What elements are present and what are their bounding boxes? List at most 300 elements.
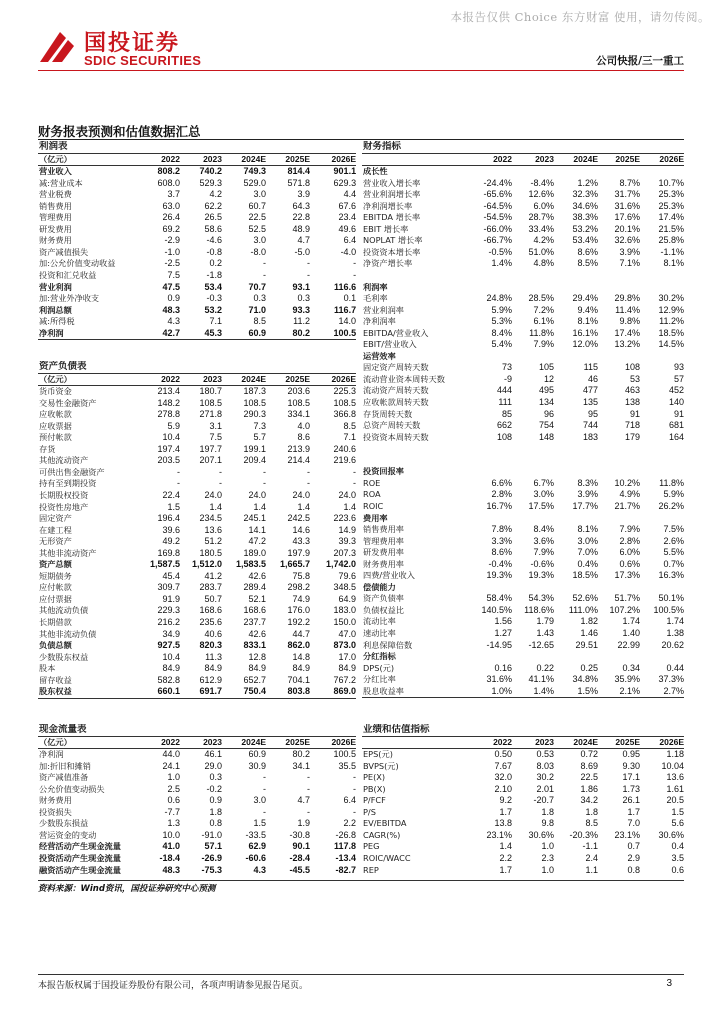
row-label: BVPS(元) <box>363 760 399 771</box>
table-row <box>38 818 356 830</box>
cell-value: 681 <box>668 420 685 431</box>
cell-value <box>554 443 598 455</box>
table-row <box>38 675 356 687</box>
cell-value: 29.8% <box>614 293 640 304</box>
row-label: 股息收益率 <box>362 686 470 698</box>
cell-value: 28.5% <box>528 293 554 304</box>
cell-value: 22.99 <box>617 639 640 650</box>
cell-value: 138 <box>624 397 640 408</box>
table-title: 资产负债表 <box>39 361 87 372</box>
cell-value: 32.0 <box>494 772 512 783</box>
table-row <box>362 772 684 784</box>
cell-value: 1.56 <box>494 616 512 627</box>
cell-value: 4.2% <box>533 235 554 246</box>
table-row <box>362 807 684 819</box>
cell-value: -0.6% <box>530 558 554 569</box>
cell-value: 8.4% <box>533 524 554 535</box>
cell-value: 37.3% <box>658 674 685 685</box>
cell-value: 58.4% <box>486 593 512 604</box>
table-row <box>38 548 356 560</box>
cell-value: 7.5 <box>209 432 222 443</box>
cell-value: 30.2 <box>536 772 554 783</box>
cell-value: 0.4 <box>671 841 685 852</box>
cell-value: 571.8 <box>287 177 310 188</box>
row-label: NOPLAT 增长率 <box>363 235 423 246</box>
header-year: 2025E <box>266 736 310 749</box>
cell-value <box>470 466 512 478</box>
source-note: 资料来源：Wind资讯，国投证券研究中心预测 <box>38 884 216 894</box>
cell-value: 24.8% <box>486 293 512 304</box>
header-year: 2026E <box>640 736 684 749</box>
cell-value: 10.0 <box>162 829 180 840</box>
table-row <box>362 189 684 201</box>
cell-value <box>598 443 640 455</box>
cell-value: 58.6 <box>204 223 222 234</box>
table-row <box>38 282 356 294</box>
row-label: 存货周转天数 <box>363 408 413 419</box>
row-label: EPS(元) <box>363 749 393 760</box>
table-row <box>38 502 356 514</box>
cell-value: 808.2 <box>157 166 180 177</box>
cell-value: 168.6 <box>199 605 222 616</box>
cell-value: 290.3 <box>243 409 266 420</box>
table-row <box>362 784 684 796</box>
cell-value: 3.9 <box>297 189 310 200</box>
cell-value: 0.9 <box>209 795 222 806</box>
row-label: 少数股东权益 <box>39 651 89 662</box>
cell-value: 12.9% <box>658 304 685 315</box>
cell-value: 1.2% <box>577 177 598 188</box>
cell-value: 1.8 <box>209 806 222 817</box>
cell-value: 214.4 <box>287 455 310 466</box>
table-row <box>38 235 356 247</box>
cell-value: - <box>307 258 310 269</box>
report-category: 公司快报/三一重工 <box>596 55 684 67</box>
cell-value <box>598 166 640 178</box>
cell-value: 44.0 <box>162 749 180 760</box>
table-row <box>362 420 684 432</box>
header-year: 2023 <box>180 153 222 166</box>
cell-value: 41.1% <box>528 674 554 685</box>
cell-value: 52.1 <box>248 593 266 604</box>
cell-value: 5.4% <box>491 339 512 350</box>
header-year: 2022 <box>470 153 512 166</box>
cell-value: 187.3 <box>243 386 266 397</box>
table-row <box>362 524 684 536</box>
cell-value: 46.1 <box>204 749 222 760</box>
cell-value: 0.6 <box>167 795 180 806</box>
cell-value: 8.5 <box>343 420 357 431</box>
cell-value: 192.2 <box>287 617 310 628</box>
cell-value: -26.8 <box>335 829 357 840</box>
logo <box>38 26 248 70</box>
cell-value: 5.5% <box>663 547 685 558</box>
cell-value: 582.8 <box>157 674 180 685</box>
row-label: 投资性房地产 <box>39 501 89 512</box>
cell-value: 7.1 <box>209 316 222 327</box>
cell-value: 42.7 <box>138 328 180 340</box>
cell-value: 197.7 <box>199 443 222 454</box>
cell-value: 30.2% <box>658 293 685 304</box>
cell-value: 57.1 <box>204 841 222 852</box>
cell-value: 298.2 <box>287 582 310 593</box>
cell-value: 30.9 <box>248 760 266 771</box>
cell-value: 140 <box>668 397 685 408</box>
cell-value: -5.0 <box>294 246 310 257</box>
cell-value: 11.8% <box>529 327 554 338</box>
cell-value: 60.9 <box>248 749 266 760</box>
row-label: 少数股东损益 <box>39 818 89 829</box>
row-label: 资产总额 <box>39 559 72 570</box>
cell-value: 16.3% <box>658 570 685 581</box>
cell-value: -45.5 <box>289 864 310 875</box>
cell-value: 8.1% <box>663 258 685 269</box>
table-row <box>38 455 356 467</box>
cell-value: 237.7 <box>243 617 266 628</box>
row-label: 营业利润 <box>39 281 72 292</box>
income-statement-table <box>38 141 356 340</box>
cell-value: - <box>353 783 357 794</box>
cell-value: 0.1 <box>343 293 357 304</box>
cell-value: 1.7 <box>499 864 512 875</box>
row-label: 加:公允价值变动收益 <box>39 258 116 269</box>
table-row <box>38 807 356 819</box>
row-label <box>362 443 470 455</box>
cell-value: 25.3% <box>658 200 685 211</box>
cell-value: 24.1 <box>162 760 180 771</box>
header-year: 2022 <box>138 373 180 386</box>
row-label: 管理费用率 <box>363 535 404 546</box>
row-label: 研发费用 <box>39 223 72 234</box>
cell-value: -2.9 <box>164 235 180 246</box>
table-row <box>38 525 356 537</box>
table-row <box>362 686 684 698</box>
table-row <box>38 536 356 548</box>
cell-value: 2.01 <box>536 783 554 794</box>
table-row <box>38 513 356 525</box>
logo-cn-text: 国投证券 <box>84 31 181 56</box>
cell-value: 57 <box>674 373 685 384</box>
row-label: EBIT/营业收入 <box>363 339 417 350</box>
cell-value: 0.95 <box>622 749 640 760</box>
row-label: ROA <box>363 489 381 500</box>
cell-value: 7.9% <box>533 547 554 558</box>
cell-value <box>512 513 554 525</box>
cell-value: 833.1 <box>243 640 266 651</box>
cell-value: -18.4 <box>159 853 180 864</box>
cell-value: 7.2% <box>533 304 554 315</box>
cell-value: 60.7 <box>248 200 266 211</box>
row-label: 财务费用 <box>39 795 72 806</box>
table-row <box>362 513 684 525</box>
table-row <box>362 830 684 842</box>
table-row <box>38 772 356 784</box>
cell-value: 740.2 <box>199 166 222 177</box>
row-label: 交易性金融资产 <box>39 397 97 408</box>
header-year: 2022 <box>138 153 180 166</box>
row-label: 偿债能力 <box>363 581 396 592</box>
row-label: EBITDA 增长率 <box>363 212 421 223</box>
row-label: 净利润率 <box>363 316 396 327</box>
page-number: 3 <box>666 978 672 989</box>
cell-value: 9.8% <box>619 316 640 327</box>
table-row <box>38 582 356 594</box>
cell-value: -20.3% <box>569 829 598 840</box>
cell-value: 283.7 <box>199 582 222 593</box>
cell-value: 334.1 <box>287 409 310 420</box>
cell-value: 3.6% <box>533 535 554 546</box>
cell-value: 29.4% <box>572 293 598 304</box>
row-label: 应收票据 <box>39 420 72 431</box>
table-row <box>38 270 356 282</box>
cell-value: - <box>307 466 310 477</box>
cell-value: 199.1 <box>243 443 266 454</box>
table-row <box>38 841 356 853</box>
table-row <box>362 582 684 594</box>
cell-value: 4.8% <box>533 258 554 269</box>
cell-value: 2.2 <box>499 853 512 864</box>
table-row <box>38 749 356 761</box>
row-label: P/S <box>363 806 376 817</box>
table-row <box>38 247 356 259</box>
cell-value: 84.9 <box>292 663 310 674</box>
row-label: 减:所得税 <box>39 316 75 327</box>
cell-value: -60.6 <box>245 853 266 864</box>
cell-value: 30.6% <box>658 829 685 840</box>
header-year: 2026E <box>310 736 356 749</box>
table-row <box>362 616 684 628</box>
cell-value: 1.73 <box>622 783 640 794</box>
cell-value: 612.9 <box>199 674 222 685</box>
cell-value: 29.51 <box>575 639 598 650</box>
table-row <box>38 293 356 305</box>
row-label: 其他非流动负债 <box>39 628 97 639</box>
cell-value: 183.0 <box>333 605 357 616</box>
cell-value: 84.9 <box>338 663 357 674</box>
cell-value: 20.5 <box>666 795 685 806</box>
cell-value: 1.1 <box>585 864 598 875</box>
cell-value: 0.8 <box>627 864 640 875</box>
cell-value: 1.8 <box>585 806 598 817</box>
cell-value <box>512 166 554 178</box>
cell-value: 32.3% <box>572 189 598 200</box>
table-row <box>362 841 684 853</box>
cell-value: 1.86 <box>580 783 598 794</box>
cell-value <box>470 582 512 594</box>
cell-value: - <box>353 806 357 817</box>
cell-value <box>640 466 684 478</box>
table-row <box>38 432 356 444</box>
cell-value: 108 <box>496 431 512 442</box>
cell-value: 84.9 <box>162 663 180 674</box>
table-row <box>38 795 356 807</box>
cell-value: 14.9 <box>338 524 357 535</box>
cell-value: 180.7 <box>199 386 222 397</box>
cell-value: 1.0 <box>541 841 554 852</box>
table-row <box>38 467 356 479</box>
table-row <box>38 478 356 490</box>
row-label: 存货 <box>39 443 56 454</box>
financial-indicators-table <box>362 141 684 698</box>
cell-value: 12.0% <box>572 339 598 350</box>
cell-value: 20.62 <box>661 639 685 650</box>
cell-value: 135 <box>582 397 598 408</box>
cell-value: 4.9% <box>619 489 640 500</box>
header-unit: （亿元） <box>38 373 138 386</box>
cell-value: 1,665.7 <box>279 559 310 570</box>
cell-value: 31.6% <box>614 200 640 211</box>
row-label: ROIC <box>363 500 384 511</box>
cell-value: 12.6% <box>528 189 554 200</box>
cell-value: 108.5 <box>243 397 266 408</box>
cell-value <box>598 513 640 525</box>
cell-value: 48.3 <box>162 864 180 875</box>
cell-value: 5.6 <box>671 818 685 829</box>
cell-value: 53.4 <box>204 281 222 292</box>
cell-value: 2.2 <box>343 818 357 829</box>
cell-value: 2.10 <box>494 783 512 794</box>
cell-value: 196.4 <box>157 513 180 524</box>
cell-value: 11.3 <box>205 651 222 662</box>
cell-value: 13.8 <box>494 818 512 829</box>
cell-value: 7.0 <box>627 818 640 829</box>
header-unit <box>362 153 470 166</box>
cell-value: -1.0 <box>164 246 180 257</box>
cell-value: 26.1 <box>622 795 640 806</box>
cell-value: 8.5 <box>585 818 598 829</box>
cell-value: 108 <box>624 362 640 373</box>
row-label: 流动营业资本周转天数 <box>363 373 445 384</box>
cell-value <box>640 270 684 282</box>
table-row <box>38 663 356 675</box>
row-label: 净利润 <box>39 749 64 760</box>
row-label: 利息保障倍数 <box>363 639 413 650</box>
row-label: 运营效率 <box>363 350 396 361</box>
cell-value: 1.0 <box>541 864 554 875</box>
cell-value: 1.4 <box>343 501 357 512</box>
row-label: 应收帐款周转天数 <box>363 397 429 408</box>
cell-value: 4.2 <box>209 189 222 200</box>
cell-value: 452 <box>668 385 685 396</box>
table-header-row <box>362 153 684 166</box>
cell-value <box>512 466 554 478</box>
header-year: 2026E <box>640 153 684 166</box>
cell-value: 0.25 <box>580 662 598 673</box>
table-row <box>38 305 356 317</box>
cell-value: 1.27 <box>494 627 512 638</box>
cell-value: 11.2% <box>659 316 685 327</box>
table-row <box>38 201 356 213</box>
cell-value: 2.1% <box>598 686 640 698</box>
cell-value: 12 <box>543 373 554 384</box>
cell-value: 8.69 <box>580 760 598 771</box>
cell-value: 118.6% <box>524 604 554 615</box>
row-label: 投资损失 <box>39 806 72 817</box>
cell-value: - <box>353 258 357 269</box>
cell-value: 17.4% <box>614 327 640 338</box>
cell-value: 75.8 <box>292 570 310 581</box>
cell-value: 203.5 <box>157 455 180 466</box>
row-label: 营业利润率 <box>363 304 404 315</box>
cell-value: -0.3 <box>206 293 222 304</box>
row-label: 分红比率 <box>363 674 396 685</box>
cell-value: 219.6 <box>333 455 357 466</box>
cell-value: 8.6% <box>577 246 598 257</box>
cell-value: - <box>353 478 357 489</box>
cell-value: 1.4% <box>512 686 554 698</box>
cell-value: 22.5 <box>248 212 266 223</box>
row-label: ROE <box>363 477 381 488</box>
row-label: REP <box>363 864 379 875</box>
cell-value: 1.4% <box>491 258 512 269</box>
cell-value: 35.9% <box>614 674 640 685</box>
cell-value: 3.0 <box>253 189 266 200</box>
cell-value: - <box>353 772 357 783</box>
cell-value: 6.1% <box>533 316 554 327</box>
cell-value: 7.1 <box>343 432 357 443</box>
table-row <box>362 795 684 807</box>
cell-value: 169.8 <box>157 547 180 558</box>
table-row <box>362 443 684 455</box>
table-row <box>362 351 684 363</box>
cell-value: 629.3 <box>333 177 357 188</box>
cell-value: 19.3% <box>486 570 512 581</box>
row-label: 分红指标 <box>363 651 396 662</box>
cell-value: -26.9 <box>201 853 222 864</box>
cell-value: 150.0 <box>333 617 357 628</box>
cell-value: - <box>307 772 310 783</box>
cell-value: 69.2 <box>162 223 180 234</box>
logo-mark-icon <box>38 28 78 66</box>
cell-value: 11.2 <box>293 316 310 327</box>
cell-value: 1.9 <box>297 818 310 829</box>
cell-value: 74.9 <box>292 593 310 604</box>
cell-value: 17.4% <box>658 212 685 223</box>
table-row <box>362 651 684 663</box>
table-row <box>362 305 684 317</box>
cell-value: 814.4 <box>287 166 310 177</box>
watermark-text: 本报告仅供 Choice 东方财富 使用，请勿传阅。 <box>450 10 710 24</box>
cell-value <box>598 282 640 294</box>
cell-value: 17.6% <box>614 212 640 223</box>
cell-value: 1.3 <box>167 818 180 829</box>
cell-value: 0.22 <box>536 662 554 673</box>
cell-value: 10.7% <box>658 177 685 188</box>
cell-value <box>640 513 684 525</box>
table-row <box>362 247 684 259</box>
row-label: P/FCF <box>363 795 386 806</box>
header-year: 2024E <box>554 736 598 749</box>
row-label: 速动比率 <box>363 627 396 638</box>
cell-value: 652.7 <box>243 674 266 685</box>
table-row <box>38 761 356 773</box>
cell-value: 2.5 <box>167 783 180 794</box>
cell-value: 1.5% <box>554 686 598 698</box>
table-row <box>362 628 684 640</box>
row-label: PB(X) <box>363 783 386 794</box>
cell-value <box>554 270 598 282</box>
cell-value: - <box>177 478 180 489</box>
table-row <box>38 421 356 433</box>
cell-value: 23.1% <box>486 829 512 840</box>
cell-value: 803.8 <box>266 686 310 698</box>
page-title: 财务报表预测和估值数据汇总 <box>38 124 201 139</box>
cell-value: 25.3% <box>658 189 685 200</box>
cell-value: -66.0% <box>483 223 512 234</box>
row-label: 在建工程 <box>39 524 72 535</box>
cell-value: 348.5 <box>333 582 357 593</box>
table-row <box>38 224 356 236</box>
